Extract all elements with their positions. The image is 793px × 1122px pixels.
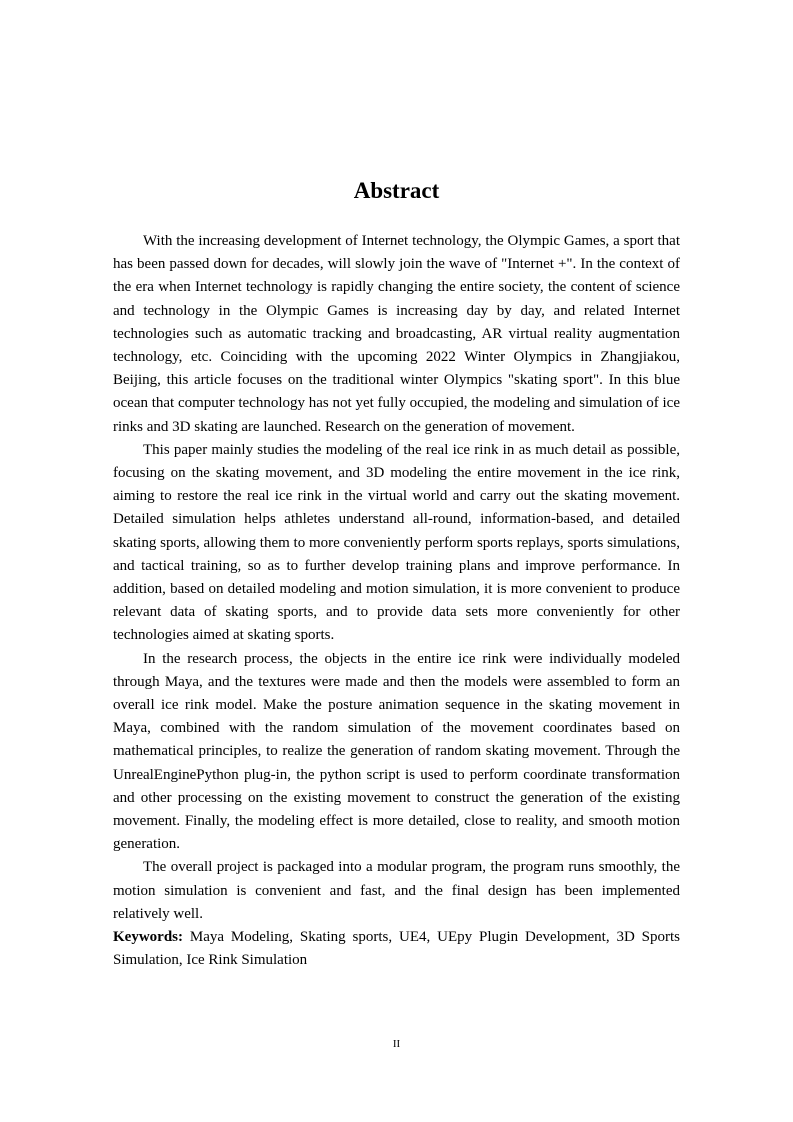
keywords-label: Keywords: — [113, 929, 183, 946]
page-number: II — [392, 1038, 401, 1050]
keywords-line — [113, 926, 680, 972]
abstract-paragraph: The overall project is packaged into a modular program, the program runs smoothly, the motion simulation is convenient and fast, and the final design has been implemented relatively well. — [113, 859, 680, 922]
abstract-paragraph: With the increasing development of Internet technology, the Olympic Games, a sport that has been passed down for decades, will slowly join the wave of "Internet +". In the context of the era when Internet technology is rapidly changing the entire society, the content of science and technology in the Olympic Games is increasing day by day, and related Internet technologies such as automatic tracking and broadcasting, AR virtual reality augmentation technology, etc. Coinciding with the upcoming 2022 Winter Olympics in Zhangjiakou, Beijing, this article focuses on the traditional winter Olympics "skating sport". In this blue ocean that computer technology has not yet fully occupied, the modeling and simulation of ice rinks and 3D skating are launched. Research on the generation of movement. — [113, 233, 680, 435]
page-title: Abstract — [353, 178, 440, 203]
abstract-paragraph: This paper mainly studies the modeling of the real ice rink in as much detail as possible, focusing on the skating movement, and 3D modeling the entire movement in the ice rink, aiming to restore the real ice rink in the virtual world and carry out the skating movement. Detailed simulation helps athletes understand all-round, information-based, and detailed skating sports, allowing them to more conveniently perform sports replays, sports simulations, and tactical training, so as to further develop training plans and improve performance. In addition, based on detailed modeling and motion simulation, it is more convenient to produce relevant data of skating sports, and to provide data sets more conveniently for other technologies aimed at skating sports. — [113, 441, 680, 644]
abstract-body — [113, 230, 680, 973]
abstract-paragraph: In the research process, the objects in the entire ice rink were individually modeled through Maya, and the textures were made and then the models were assembled to form an overall ice rink model. Make the posture animation sequence in the skating movement in Maya, combined with the random simulation of the movement coordinates based on mathematical principles, to realize the generation of random skating movement. Through the UnrealEnginePython plug-in, the python script is used to perform coordinate transformation and other processing on the existing movement to construct the generation of the existing movement. Finally, the modeling effect is more detailed, close to reality, and smooth motion generation. — [113, 650, 680, 853]
keywords-text: Maya Modeling, Skating sports, UE4, UEpy Plugin Development, 3D Sports Simulation, Ice Rink Simulation — [113, 929, 680, 969]
